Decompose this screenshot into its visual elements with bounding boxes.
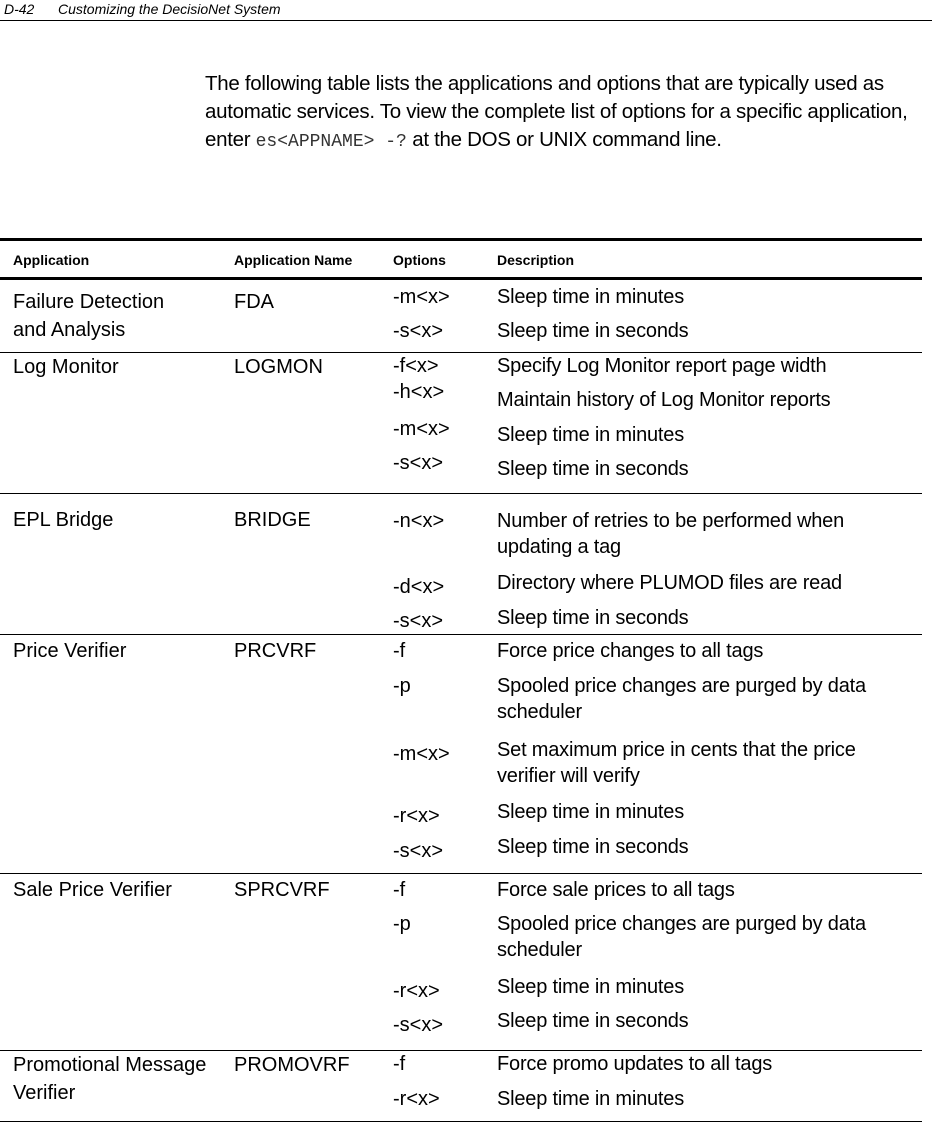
options-table	[0, 238, 922, 1122]
header-description: Description	[497, 252, 575, 268]
group-app-name: LOGMON	[234, 356, 323, 378]
table-group-bridge	[0, 494, 922, 635]
option-flag: -f<x>	[393, 355, 439, 377]
option-flag: -r<x>	[393, 980, 440, 1002]
group-application: Sale Price Verifier	[13, 879, 172, 901]
option-description: Directory where PLUMOD files are read	[497, 572, 842, 594]
option-description: Sleep time in minutes	[497, 1088, 685, 1110]
option-description: Force promo updates to all tags	[497, 1053, 773, 1075]
option-flag: -r<x>	[393, 1088, 440, 1110]
table-group-logmon	[0, 353, 922, 494]
option-description: Maintain history of Log Monitor reports	[497, 389, 831, 411]
option-flag: -f	[393, 1053, 406, 1075]
intro-text-after: at the DOS or UNIX command line.	[406, 128, 722, 151]
option-flag: -s<x>	[393, 320, 444, 342]
group-application: Promotional Message Verifier	[13, 1054, 207, 1104]
page-header	[0, 0, 932, 21]
page-number: D-42	[4, 1, 35, 17]
group-app-name: FDA	[234, 291, 274, 313]
option-flag: -h<x>	[393, 381, 445, 403]
table-group-prcvrf	[0, 635, 922, 874]
option-description: Force sale prices to all tags	[497, 879, 735, 901]
intro-command-code: es<APPNAME> -?	[255, 132, 407, 152]
group-app-name: PRCVRF	[234, 640, 317, 662]
option-description: Spooled price changes are purged by data scheduler	[497, 675, 866, 723]
table-header	[0, 238, 922, 280]
option-description: Sleep time in minutes	[497, 424, 685, 446]
option-description: Sleep time in seconds	[497, 458, 689, 480]
table-group-sprcvrf	[0, 874, 922, 1051]
option-flag: -m<x>	[393, 743, 450, 765]
group-app-name: BRIDGE	[234, 509, 311, 531]
option-description: Sleep time in seconds	[497, 320, 689, 342]
option-description: Sleep time in seconds	[497, 607, 689, 629]
table-group-fda	[0, 280, 922, 353]
group-app-name: SPRCVRF	[234, 879, 330, 901]
header-options: Options	[393, 252, 446, 268]
option-flag: -s<x>	[393, 610, 444, 632]
option-flag: -s<x>	[393, 452, 444, 474]
option-description: Number of retries to be performed when updating a tag	[497, 510, 845, 558]
option-flag: -f	[393, 640, 406, 662]
option-flag: -s<x>	[393, 1014, 444, 1036]
chapter-title: Customizing the DecisioNet System	[58, 1, 281, 17]
option-flag: -p	[393, 675, 411, 697]
option-description: Sleep time in seconds	[497, 836, 689, 858]
option-flag: -p	[393, 913, 411, 935]
option-description: Specify Log Monitor report page width	[497, 355, 827, 377]
header-application: Application	[13, 252, 90, 268]
option-flag: -m<x>	[393, 418, 450, 440]
option-description: Sleep time in seconds	[497, 1010, 689, 1032]
table-group-promovrf	[0, 1051, 922, 1122]
option-description: Sleep time in minutes	[497, 286, 685, 308]
group-app-name: PROMOVRF	[234, 1054, 350, 1076]
option-description: Spooled price changes are purged by data scheduler	[497, 913, 866, 961]
option-flag: -s<x>	[393, 840, 444, 862]
option-flag: -r<x>	[393, 805, 440, 827]
option-flag: -d<x>	[393, 576, 445, 598]
header-application-name: Application Name	[234, 252, 353, 268]
intro-text-before: The following table lists the applications and options that are typically used as automatic services. To view the complete list of options for a specific application, enter	[205, 72, 908, 151]
option-description: Set maximum price in cents that the price verifier will verify	[497, 739, 856, 787]
option-flag: -m<x>	[393, 286, 450, 308]
group-application: EPL Bridge	[13, 509, 114, 531]
intro-paragraph	[205, 70, 927, 156]
group-application: Log Monitor	[13, 356, 119, 378]
option-description: Force price changes to all tags	[497, 640, 764, 662]
group-application: Price Verifier	[13, 640, 127, 662]
option-flag: -f	[393, 879, 406, 901]
option-flag: -n<x>	[393, 510, 445, 532]
group-application: Failure Detection and Analysis	[13, 291, 165, 341]
option-description: Sleep time in minutes	[497, 801, 685, 823]
option-description: Sleep time in minutes	[497, 976, 685, 998]
